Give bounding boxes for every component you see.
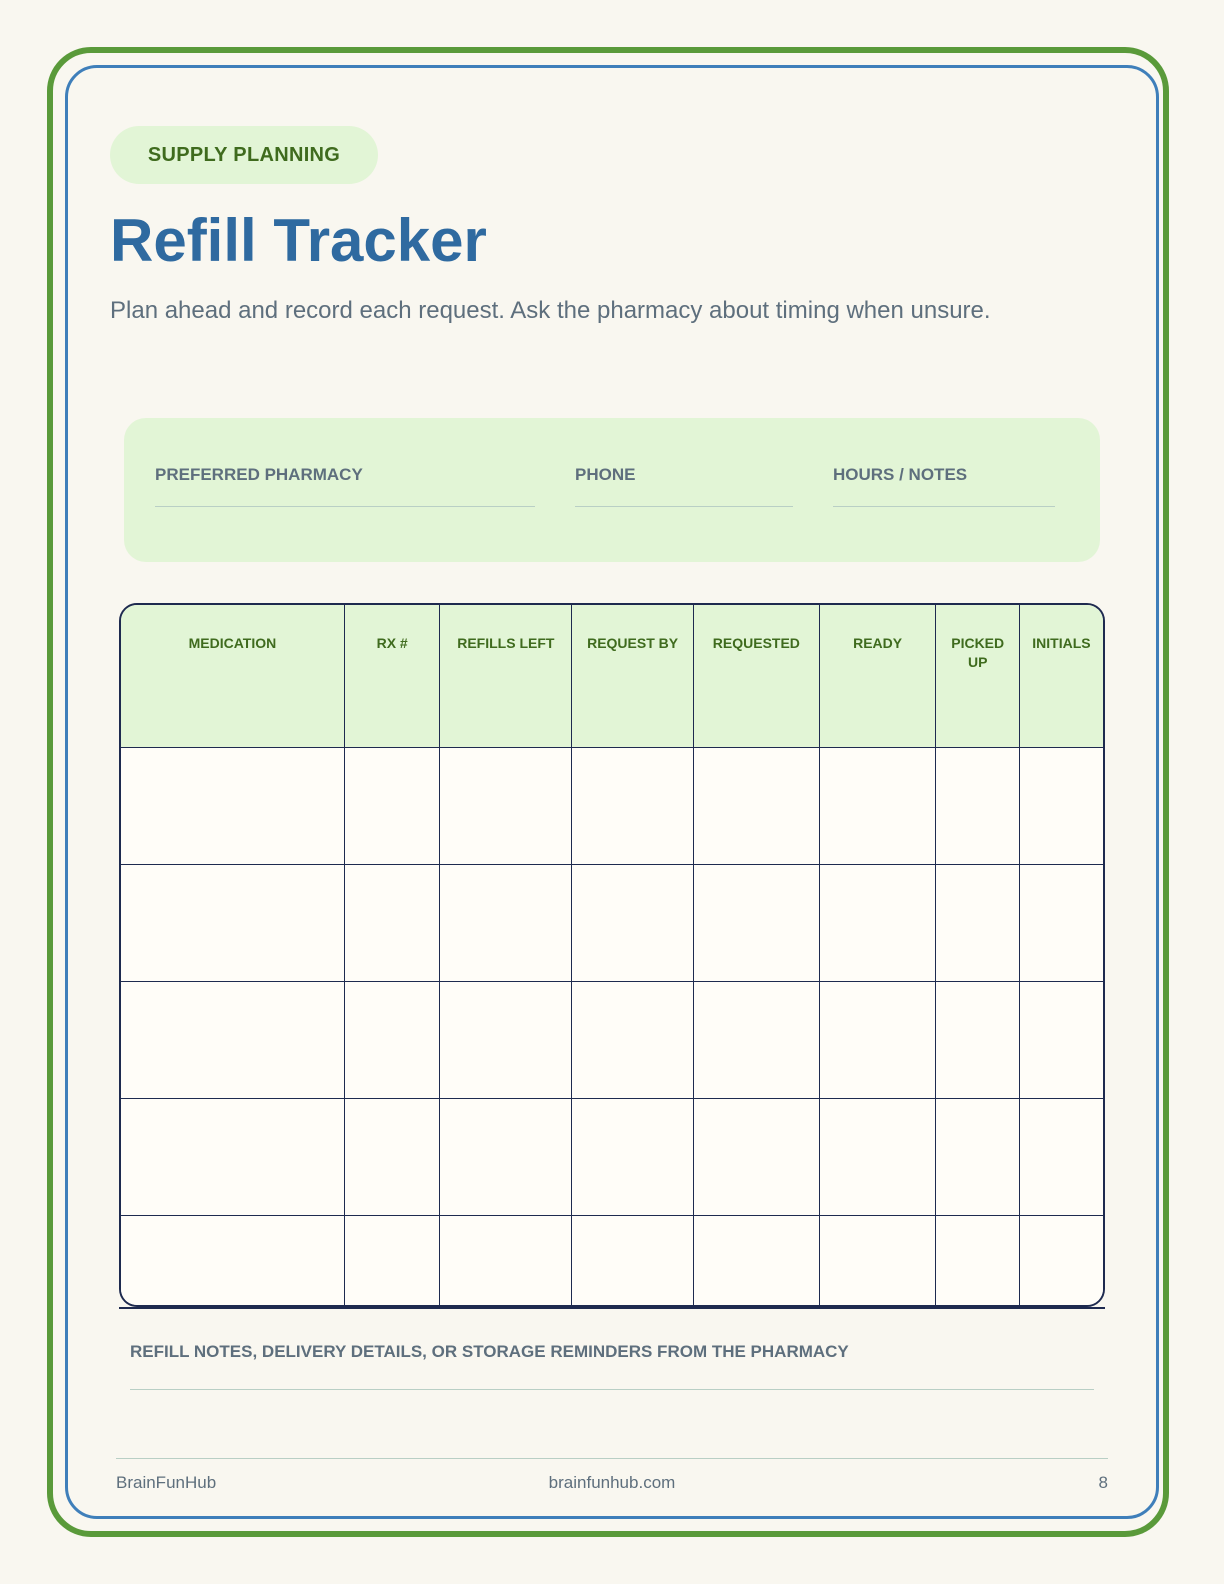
table-cell[interactable] bbox=[693, 865, 819, 982]
column-header: READY bbox=[819, 605, 936, 748]
hours-notes-field[interactable] bbox=[833, 460, 1055, 490]
table-cell[interactable] bbox=[344, 982, 440, 1099]
column-header: REFILLS LEFT bbox=[440, 605, 572, 748]
table-cell[interactable] bbox=[440, 748, 572, 865]
table-cell[interactable] bbox=[440, 865, 572, 982]
table-cell[interactable] bbox=[936, 982, 1020, 1099]
footer-url: brainfunhub.com bbox=[548, 1473, 676, 1492]
table-row bbox=[121, 1216, 1103, 1308]
phone-line bbox=[575, 506, 793, 507]
table-cell[interactable] bbox=[1019, 865, 1103, 982]
table-cell[interactable] bbox=[572, 865, 694, 982]
column-header: REQUESTED bbox=[693, 605, 819, 748]
column-header: INITIALS bbox=[1019, 605, 1103, 748]
table-cell[interactable] bbox=[121, 748, 344, 865]
table-header-row bbox=[121, 605, 1103, 748]
table-cell[interactable] bbox=[572, 1216, 694, 1308]
table-cell[interactable] bbox=[344, 865, 440, 982]
preferred-pharmacy-field[interactable] bbox=[155, 460, 535, 490]
section-badge: SUPPLY PLANNING bbox=[110, 126, 378, 184]
table-cell[interactable] bbox=[693, 982, 819, 1099]
column-header: REQUEST BY bbox=[572, 605, 694, 748]
hours-notes-line bbox=[833, 506, 1055, 507]
table-cell[interactable] bbox=[1019, 982, 1103, 1099]
table-cell[interactable] bbox=[440, 1099, 572, 1216]
table-cell[interactable] bbox=[819, 1216, 936, 1308]
table-bottom-rule bbox=[119, 1307, 1105, 1309]
table-row bbox=[121, 865, 1103, 982]
notes-line[interactable] bbox=[130, 1389, 1094, 1390]
table-row bbox=[121, 982, 1103, 1099]
footer-divider bbox=[116, 1458, 1108, 1459]
table-cell[interactable] bbox=[344, 748, 440, 865]
table-cell[interactable] bbox=[1019, 748, 1103, 865]
table-cell[interactable] bbox=[440, 982, 572, 1099]
column-header: RX # bbox=[344, 605, 440, 748]
table-cell[interactable] bbox=[936, 865, 1020, 982]
footer-page-number: 8 bbox=[1098, 1473, 1108, 1492]
table-cell[interactable] bbox=[121, 1099, 344, 1216]
table-cell[interactable] bbox=[1019, 1216, 1103, 1308]
table-cell[interactable] bbox=[344, 1216, 440, 1308]
table-cell[interactable] bbox=[819, 982, 936, 1099]
table-cell[interactable] bbox=[693, 1099, 819, 1216]
table-cell[interactable] bbox=[1019, 1099, 1103, 1216]
table-cell[interactable] bbox=[936, 1216, 1020, 1308]
pharmacy-info-card bbox=[124, 418, 1100, 562]
table-row bbox=[121, 748, 1103, 865]
column-header: MEDICATION bbox=[121, 605, 344, 748]
table-cell[interactable] bbox=[121, 982, 344, 1099]
preferred-pharmacy-label: PREFERRED PHARMACY bbox=[155, 465, 363, 484]
column-header: PICKED UP bbox=[936, 605, 1020, 748]
footer-brand: BrainFunHub bbox=[116, 1473, 217, 1492]
table-cell[interactable] bbox=[572, 982, 694, 1099]
table-cell[interactable] bbox=[572, 748, 694, 865]
table-cell[interactable] bbox=[440, 1216, 572, 1308]
page-title: Refill Tracker bbox=[110, 207, 487, 274]
table-cell[interactable] bbox=[819, 865, 936, 982]
refill-table bbox=[119, 603, 1105, 1307]
table-cell[interactable] bbox=[693, 1216, 819, 1308]
table-row bbox=[121, 1099, 1103, 1216]
table-cell[interactable] bbox=[819, 1099, 936, 1216]
table-cell[interactable] bbox=[819, 748, 936, 865]
preferred-pharmacy-line bbox=[155, 506, 535, 507]
table-cell[interactable] bbox=[936, 748, 1020, 865]
hours-notes-label: HOURS / NOTES bbox=[833, 465, 968, 484]
table-cell[interactable] bbox=[121, 865, 344, 982]
table-cell[interactable] bbox=[572, 1099, 694, 1216]
table-cell[interactable] bbox=[344, 1099, 440, 1216]
phone-field[interactable] bbox=[575, 460, 793, 490]
notes-label: REFILL NOTES, DELIVERY DETAILS, OR STORAGE REMINDERS FROM THE PHARMACY bbox=[130, 1342, 849, 1361]
table-cell[interactable] bbox=[693, 748, 819, 865]
table-cell[interactable] bbox=[936, 1099, 1020, 1216]
page-subtitle: Plan ahead and record each request. Ask the pharmacy about timing when unsure. bbox=[110, 297, 991, 324]
phone-label: PHONE bbox=[575, 465, 636, 484]
table-cell[interactable] bbox=[121, 1216, 344, 1308]
